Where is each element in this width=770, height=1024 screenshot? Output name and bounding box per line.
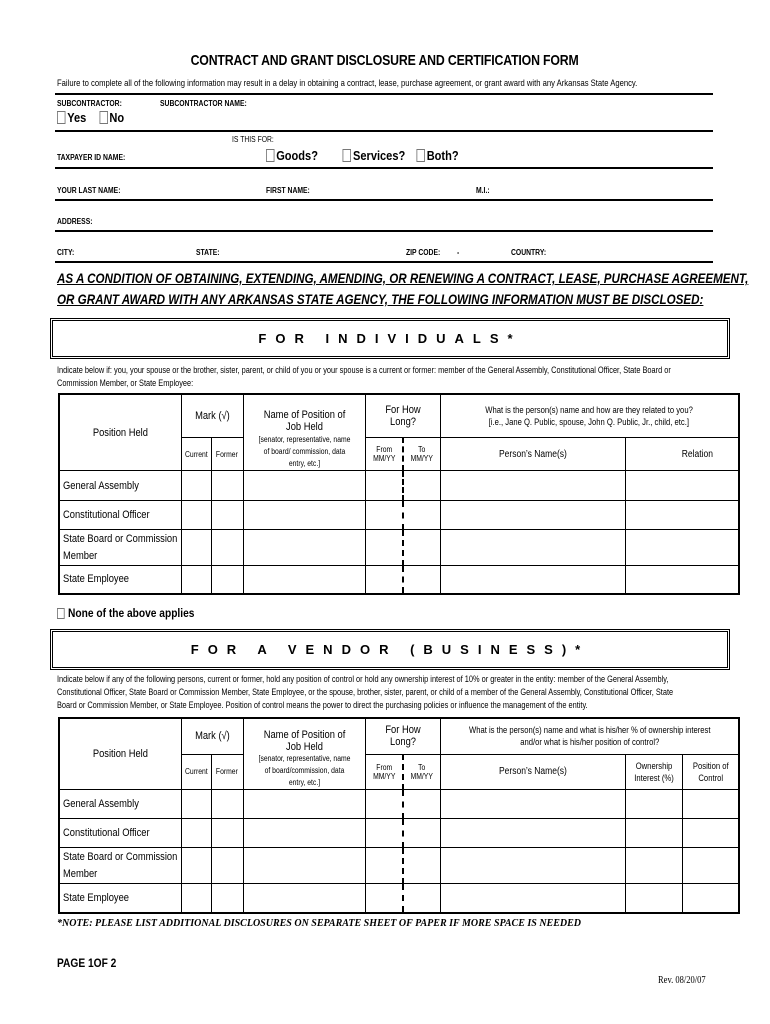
subcontractor-name-label: SUBCONTRACTOR NAME:	[160, 99, 247, 108]
mi-label: M.I.:	[476, 186, 490, 195]
both-label: Both?	[426, 148, 459, 163]
divider	[55, 261, 713, 263]
col-from: From MM/YY	[365, 438, 403, 471]
col-former: Former	[211, 438, 243, 471]
none-applies	[57, 606, 194, 620]
taxpayer-id-label: TAXPAYER ID NAME:	[57, 153, 126, 162]
divider	[55, 230, 713, 232]
col-mark: Mark (√)	[181, 394, 243, 438]
col-to: To MM/YY	[403, 754, 440, 789]
col-job-held: Name of Position of Job Held [senator, representative, name of board/commission, data entry, etc.]	[243, 718, 365, 790]
col-from: From MM/YY	[365, 754, 403, 789]
both-checkbox[interactable]	[416, 149, 425, 162]
subcontractor-options	[57, 110, 124, 125]
form-title: CONTRACT AND GRANT DISCLOSURE AND CERTIFICATION FORM	[190, 52, 580, 69]
goods-checkbox[interactable]	[266, 149, 275, 162]
col-mark: Mark (√)	[181, 718, 243, 754]
vendor-description: Indicate below if any of the following persons, current or former, hold any position of control or hold any ownership interest of 10% or greater in the entity: member of the General Assembly, Constitutional Officer, State Board or Commission Member, State Employee, or the spouse, brother, sister, parent, or child of a member of the General Assembly, Constitutional Officer, State Board or Commission Member, or State Employee. Position of control means the power to direct the purchasing policies or influence the management of the entity.	[57, 674, 674, 710]
page-number: PAGE 1OF 2	[57, 956, 117, 970]
none-applies-label: None of the above applies	[68, 606, 195, 620]
col-who: What is the person(s) name and what is his/her % of ownership interest and/or what is his/her position of control?	[440, 718, 739, 754]
col-control: Position of Control	[682, 754, 739, 789]
divider	[55, 167, 713, 169]
condition-line-1: AS A CONDITION OF OBTAINING, EXTENDING, AMENDING, OR RENEWING A CONTRACT, LEASE, PURCHASE AGREEMENT,	[57, 270, 749, 286]
intro-text: Failure to complete all of the following information may result in a delay in obtaining a contract, lease, purchase agreement, or grant award with any Arkansas State Agency.	[57, 78, 638, 88]
zip-separator: -	[457, 248, 460, 257]
individuals-description: Indicate below if: you, your spouse or the brother, sister, parent, or child of you or your spouse is a current or former: member of the General Assembly, Constitutional Officer, State Board or Commission Member, or State Employee:	[57, 365, 671, 388]
services-checkbox[interactable]	[343, 149, 352, 162]
revision-date: Rev. 08/20/07	[658, 975, 706, 986]
col-who: What is the person(s) name and how are they related to you? [i.e., Jane Q. Public, spouse, John Q. Public, Jr., child, etc.]	[440, 394, 739, 438]
address-label: ADDRESS:	[57, 217, 93, 226]
table-row: State Employee	[59, 884, 739, 913]
col-relation: Relation	[625, 438, 739, 471]
vendor-heading: FOR A VENDOR (BUSINESS)*	[50, 629, 730, 670]
col-how-long: For How Long?	[365, 394, 440, 438]
city-label: CITY:	[57, 248, 75, 257]
divider	[55, 199, 713, 201]
col-to: To MM/YY	[403, 438, 440, 471]
first-name-label: FIRST NAME:	[266, 186, 310, 195]
col-current: Current	[181, 438, 211, 471]
table-row: State Board or Commission Member	[59, 848, 739, 884]
goods-services-options	[266, 148, 459, 163]
col-position-held: Position Held	[59, 394, 181, 471]
additional-disclosures-note: *NOTE: PLEASE LIST ADDITIONAL DISCLOSURES ON SEPARATE SHEET OF PAPER IF MORE SPACE IS NEEDED	[57, 918, 582, 929]
col-current: Current	[181, 754, 211, 789]
col-names: Person’s Name(s)	[440, 438, 625, 471]
col-position-held: Position Held	[59, 718, 181, 790]
table-row: Constitutional Officer	[59, 501, 739, 530]
individuals-heading: FOR INDIVIDUALS*	[50, 318, 730, 359]
state-label: STATE:	[196, 248, 220, 257]
no-label: No	[109, 110, 125, 125]
is-this-for-label: IS THIS FOR:	[232, 135, 274, 144]
divider	[55, 130, 713, 132]
goods-label: Goods?	[276, 148, 318, 163]
last-name-label: YOUR LAST NAME:	[57, 186, 121, 195]
col-former: Former	[211, 754, 243, 789]
yes-checkbox[interactable]	[57, 111, 66, 124]
zip-label: ZIP CODE:	[406, 248, 441, 257]
no-checkbox[interactable]	[99, 111, 108, 124]
col-job-held: Name of Position of Job Held [senator, representative, name of board/ commission, data entry, etc.]	[243, 394, 365, 471]
services-label: Services?	[353, 148, 406, 163]
none-applies-checkbox[interactable]	[57, 608, 65, 619]
col-ownership: Ownership Interest (%)	[625, 754, 682, 789]
table-row: General Assembly	[59, 790, 739, 819]
table-row: State Employee	[59, 566, 739, 594]
condition-line-2: OR GRANT AWARD WITH ANY ARKANSAS STATE AGENCY, THE FOLLOWING INFORMATION MUST BE DISCLOSED:	[57, 291, 704, 307]
vendor-table	[58, 717, 740, 914]
table-row: General Assembly	[59, 471, 739, 501]
col-how-long: For How Long?	[365, 718, 440, 754]
col-names: Person’s Name(s)	[440, 754, 625, 789]
table-row: State Board or Commission Member	[59, 530, 739, 566]
yes-label: Yes	[67, 110, 87, 125]
individuals-table	[58, 393, 740, 595]
divider	[55, 93, 713, 95]
country-label: COUNTRY:	[511, 248, 547, 257]
subcontractor-label: SUBCONTRACTOR:	[57, 99, 122, 108]
table-row: Constitutional Officer	[59, 819, 739, 848]
